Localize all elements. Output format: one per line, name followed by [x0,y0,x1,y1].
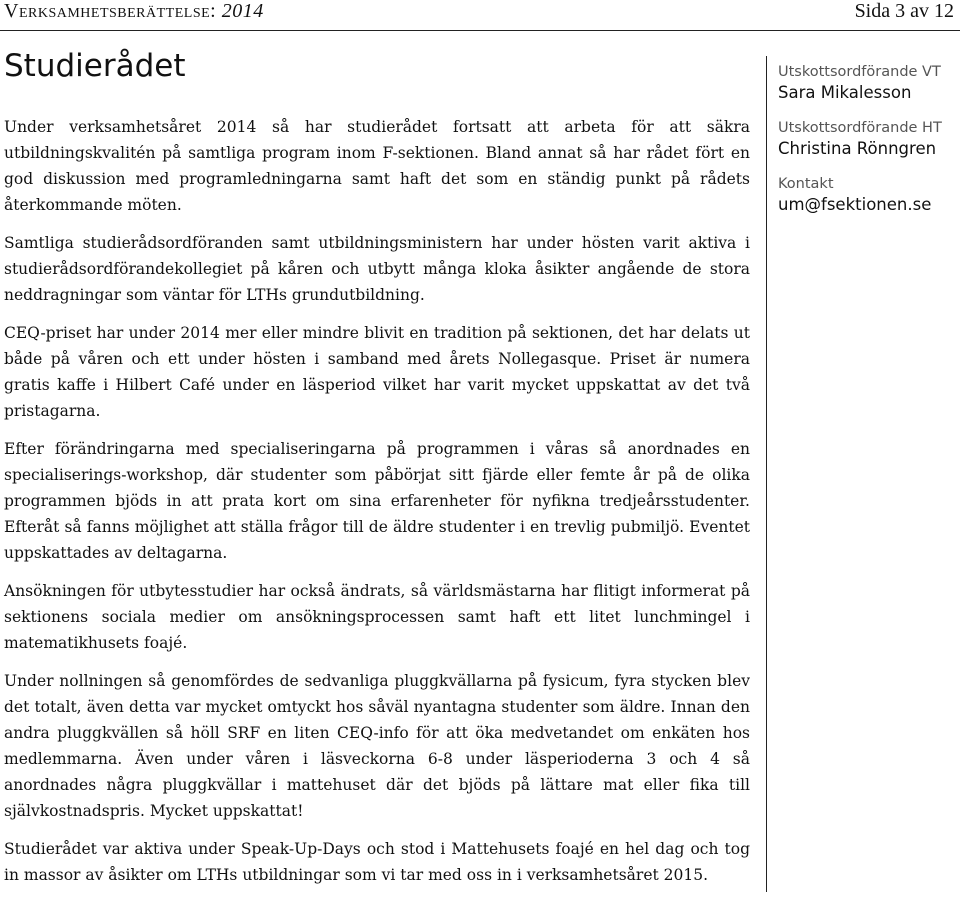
vt-chair-name: Sara Mikalesson [778,83,912,102]
sidebar-divider [766,56,767,892]
paragraph: Under nollningen så genomfördes de sedvanliga pluggkvällarna på fysicum, fyra stycken blev det totalt, även detta var mycket omtyckt hos såväl nyantagna studenter som äldre. Innan den andra pluggkvällen så höll SRF en liten CEQ-info för att öka medvetandet om enkäten hos medlemmarna. Även under våren i läsveckorna 6-8 under läsperioderna 3 och 4 så anordnades några pluggkvällar i mattehuset där det bjöds på lättare mat eller fika till självkostnadspris. Mycket uppskattat! [4,672,750,820]
section-title: Studierådet [4,48,186,84]
paragraph: Samtliga studierådsordföranden samt utbildningsministern har under hösten varit aktiva i studierådsordförandekollegiet på kåren och utbytt många kloka åsikter angående de stora neddragningar som väntar för LTHs grundutbildning. [4,234,750,304]
main-text [4,114,750,900]
header-year: 2014 [221,0,264,22]
header-doc-title: Verksamhetsberättelse: [4,0,217,22]
paragraph: Studierådet var aktiva under Speak-Up-Days och stod i Mattehusets foajé en hel dag och tog in massor av åsikter om LTHs utbildningar som vi tar med oss in i verksamhetsåret 2015. [4,840,750,884]
vt-chair-label: Utskottsordförande VT [778,64,941,80]
paragraph: Under verksamhetsåret 2014 så har studierådet fortsatt att arbeta för att säkra utbildningskvalitén på samtliga program inom F-sektionen. Bland annat så har rådet fört en god diskussion med programledningarna samt haft det som en ständig punkt på rådets återkommande möten. [4,118,750,214]
running-header-title [4,0,264,23]
ht-chair-name: Christina Rönngren [778,139,937,158]
paragraph: Efter förändringarna med specialiseringarna på programmen i våras så anordnades en specialiserings-workshop, där studenter som påbörjat sitt fjärde eller femte år på de olika programmen bjöds in att prata kort om sina erfarenheter för nyfikna tredjeårsstudenter. Efteråt så fanns möjlighet att ställa frågor till de äldre studenter i en trevlig pubmiljö. Eventet uppskattades av deltagarna. [4,440,750,562]
contact-email: um@fsektionen.se [778,195,932,214]
header-rule [0,30,960,31]
paragraph: CEQ-priset har under 2014 mer eller mindre blivit en tradition på sektionen, det har delats ut både på våren och ett under hösten i samband med årets Nollegasque. Priset är numera gratis kaffe i Hilbert Café under en läsperiod vilket har varit mycket uppskattat av det två pristagarna. [4,324,750,420]
ht-chair-label: Utskottsordförande HT [778,120,942,136]
paragraph: Ansökningen för utbytesstudier har också ändrats, så världsmästarna har flitigt informerat på sektionens sociala medier om ansökningsprocessen samt haft ett litet lunchmingel i matematikhusets foajé. [4,582,750,652]
contact-label: Kontakt [778,176,834,192]
sidebar [778,62,960,230]
page-number: Sida 3 av 12 [854,0,954,22]
